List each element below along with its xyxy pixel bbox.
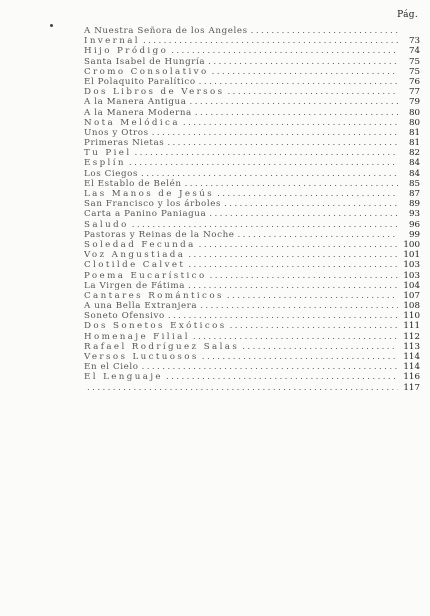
toc-entry-page-number: 81 — [398, 128, 420, 138]
toc-entry-title: Homenaje Filial — [84, 332, 193, 342]
dot-leader — [84, 179, 400, 189]
dot-leader — [84, 332, 400, 342]
toc-entry-title — [84, 383, 87, 393]
dot-leader — [84, 26, 400, 36]
toc-entry-page-number: 84 — [398, 158, 420, 168]
dot-leader — [84, 362, 400, 372]
toc-entry-page-number: 84 — [398, 169, 420, 179]
toc-entry-title: Carta a Panino Paniagua — [84, 209, 209, 219]
toc-entry — [84, 57, 420, 67]
toc-entry-title: El Polaquito Paralítico — [84, 77, 199, 87]
toc-entry-page-number: 110 — [398, 311, 420, 321]
toc-entry-title: Hijo Pródigo — [84, 46, 171, 56]
toc-entry — [84, 240, 420, 250]
toc-entry — [84, 220, 420, 230]
toc-entry-title: Las Manos de Jesús — [84, 189, 217, 199]
toc-entry-title: A la Manera Antigua — [84, 97, 190, 107]
toc-entry-title: En el Cielo — [84, 362, 142, 372]
dot-leader — [84, 138, 400, 148]
toc-entry-page-number: 81 — [398, 138, 420, 148]
dot-leader — [84, 118, 400, 128]
toc-entry-page-number: 73 — [398, 36, 420, 46]
toc-entry-title: Soledad Fecunda — [84, 240, 199, 250]
toc-entry-title: A una Bella Extranjera — [84, 301, 200, 311]
dot-leader — [84, 301, 400, 311]
toc-entry-page-number: 89 — [398, 199, 420, 209]
toc-entry — [84, 26, 420, 36]
toc-entry — [84, 260, 420, 270]
dot-leader — [84, 148, 400, 158]
toc-entry-title: Tu Piel — [84, 148, 135, 158]
toc-entry-title: Unos y Otros — [84, 128, 152, 138]
toc-entry — [84, 148, 420, 158]
toc-entry-page-number: 117 — [398, 383, 420, 393]
toc-entry — [84, 169, 420, 179]
dot-leader — [84, 271, 400, 281]
toc-entry — [84, 332, 420, 342]
toc-entry — [84, 250, 420, 260]
toc-entry-title: Primeras Nietas — [84, 138, 167, 148]
dot-leader — [84, 281, 400, 291]
toc-entry-page-number: 74 — [398, 46, 420, 56]
toc-entry — [84, 118, 420, 128]
dot-leader — [84, 57, 400, 67]
toc-entry — [84, 321, 420, 331]
toc-entry — [84, 77, 420, 87]
toc-entry-title: Los Ciegos — [84, 169, 141, 179]
toc-entry — [84, 97, 420, 107]
toc-entry-page-number: 80 — [398, 108, 420, 118]
dot-leader — [84, 250, 400, 260]
page-column-header: Pág. — [397, 10, 418, 20]
toc-entry — [84, 362, 420, 372]
dot-leader — [84, 342, 400, 352]
toc-entry — [84, 199, 420, 209]
toc-entry-title: Pastoras y Reinas de la Noche — [84, 230, 238, 240]
toc-entry-title: Clotilde Calvet — [84, 260, 188, 270]
toc-entry — [84, 383, 420, 393]
toc-entry-title: La Virgen de Fátima — [84, 281, 188, 291]
dot-leader — [84, 383, 400, 393]
toc-entry-page-number: 112 — [398, 332, 420, 342]
toc-entry-page-number: 75 — [398, 67, 420, 77]
dot-leader — [84, 189, 400, 199]
dot-leader — [84, 108, 400, 118]
toc-entry-page-number: 77 — [398, 87, 420, 97]
toc-entry-title: El Lenguaje — [84, 372, 166, 382]
dot-leader — [84, 67, 400, 77]
dot-leader — [84, 240, 400, 250]
toc-entry-page-number: 96 — [398, 220, 420, 230]
toc-entry-title: San Francisco y los árboles — [84, 199, 224, 209]
toc-entry-page-number: 79 — [398, 97, 420, 107]
toc-entry-page-number: 114 — [398, 352, 420, 362]
dot-leader — [84, 36, 400, 46]
toc-entry-title: Cantares Románticos — [84, 291, 227, 301]
toc-entry-title: Rafael Rodríguez Salas — [84, 342, 242, 352]
toc-entry-title: A Nuestra Señora de los Angeles — [84, 26, 251, 36]
toc-entry — [84, 128, 420, 138]
toc-entry-title: El Establo de Belén — [84, 179, 185, 189]
toc-entry-title: Saludo — [84, 220, 132, 230]
toc-entry-page-number: 100 — [398, 240, 420, 250]
toc-entry-title: Cromo Consolativo — [84, 67, 212, 77]
dot-leader — [84, 260, 400, 270]
dot-leader — [84, 128, 400, 138]
toc-entry — [84, 46, 420, 56]
toc-entry — [84, 291, 420, 301]
toc-entry-page-number: 101 — [398, 250, 420, 260]
toc-entry — [84, 36, 420, 46]
dot-leader — [84, 77, 400, 87]
toc-entry — [84, 87, 420, 97]
toc-entry-title: Santa Isabel de Hungría — [84, 57, 208, 67]
toc-entry-page-number: 111 — [398, 321, 420, 331]
toc-entry-page-number: 108 — [398, 301, 420, 311]
toc-entry-page-number: 99 — [398, 230, 420, 240]
toc-entry — [84, 342, 420, 352]
toc-entry — [84, 271, 420, 281]
dot-leader — [84, 199, 400, 209]
toc-entry — [84, 352, 420, 362]
toc-entry-page-number: 103 — [398, 260, 420, 270]
dot-leader — [84, 372, 400, 382]
toc-entry-page-number: 93 — [398, 209, 420, 219]
toc-entry — [84, 311, 420, 321]
toc-entry — [84, 281, 420, 291]
toc-entry — [84, 372, 420, 382]
toc-entry-page-number: 104 — [398, 281, 420, 291]
dot-leader — [84, 97, 400, 107]
toc-entry-page-number: 116 — [398, 372, 420, 382]
dot-leader — [84, 352, 400, 362]
toc-entry-page-number: 107 — [398, 291, 420, 301]
dot-leader — [84, 220, 400, 230]
toc-entry-title: Nota Melódica — [84, 118, 183, 128]
dot-leader — [84, 230, 400, 240]
toc-entry-page-number: 114 — [398, 362, 420, 372]
dot-leader — [84, 46, 400, 56]
dot-leader — [84, 311, 400, 321]
table-of-contents — [84, 26, 420, 393]
toc-entry-page-number: 87 — [398, 189, 420, 199]
toc-entry-page-number: 113 — [398, 342, 420, 352]
toc-entry — [84, 209, 420, 219]
toc-entry-title: Soneto Ofensivo — [84, 311, 168, 321]
toc-entry-page-number: 80 — [398, 118, 420, 128]
toc-entry-title: Invernal — [84, 36, 143, 46]
toc-entry — [84, 108, 420, 118]
toc-entry-page-number: 76 — [398, 77, 420, 87]
toc-entry-page-number: 85 — [398, 179, 420, 189]
toc-entry — [84, 230, 420, 240]
toc-entry — [84, 179, 420, 189]
toc-entry — [84, 158, 420, 168]
toc-entry-title: A la Manera Moderna — [84, 108, 195, 118]
dot-leader — [84, 87, 400, 97]
toc-entry-title: Dos Sonetos Exóticos — [84, 321, 230, 331]
toc-entry — [84, 189, 420, 199]
ink-speck — [50, 24, 53, 27]
toc-entry-page-number: 82 — [398, 148, 420, 158]
toc-entry-page-number: 103 — [398, 271, 420, 281]
toc-entry-title: Poema Eucarístico — [84, 271, 210, 281]
dot-leader — [84, 158, 400, 168]
toc-entry-title: Voz Angustiada — [84, 250, 188, 260]
toc-entry — [84, 67, 420, 77]
toc-entry-page-number: 75 — [398, 57, 420, 67]
dot-leader — [84, 321, 400, 331]
toc-entry — [84, 301, 420, 311]
toc-entry-title: Versos Luctuosos — [84, 352, 202, 362]
dot-leader — [84, 169, 400, 179]
dot-leader — [84, 291, 400, 301]
toc-entry-title: Dos Libros de Versos — [84, 87, 228, 97]
dot-leader — [84, 209, 400, 219]
toc-entry — [84, 138, 420, 148]
toc-entry-title: Esplín — [84, 158, 129, 168]
